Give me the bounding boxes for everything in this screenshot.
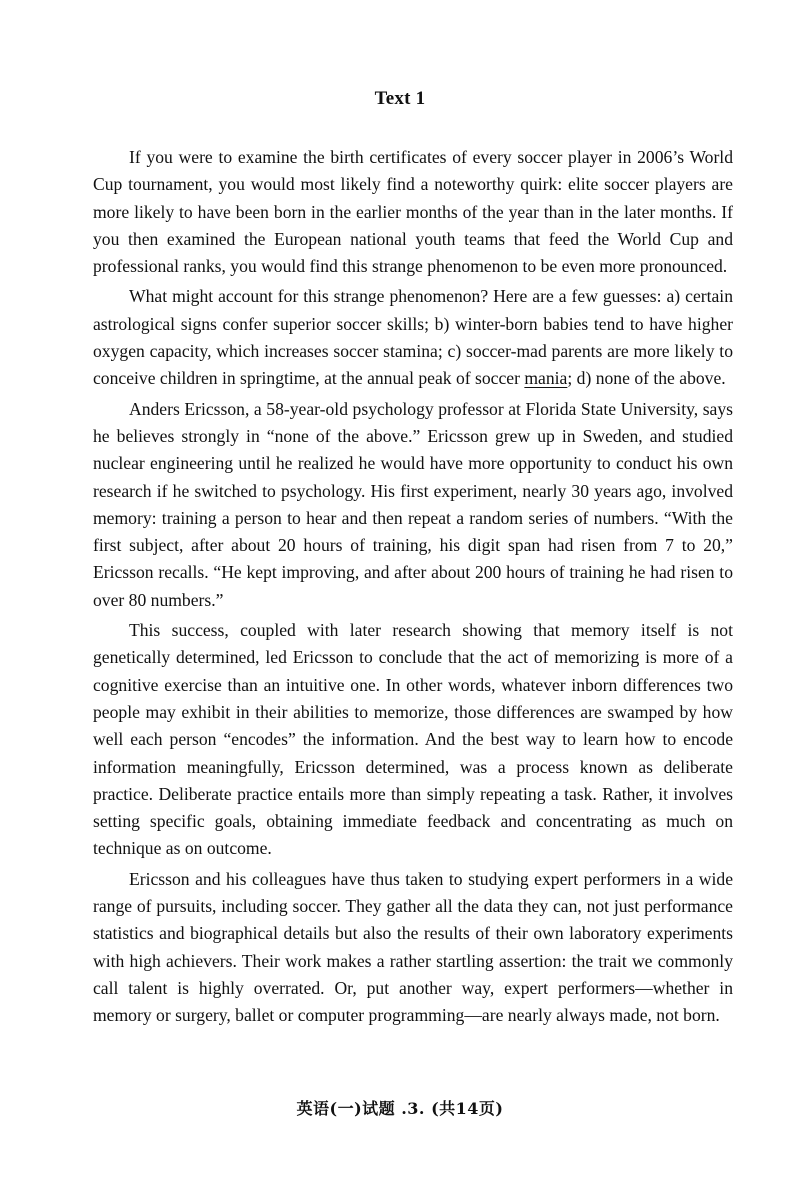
paragraph-4: This success, coupled with later research showing that memory itself is not genetically determined, led Ericsson to conclude that the act of memorizing is more of a cognitive exercise than an intuitive one. In other words, whatever inborn differences two people may exhibit in their abilities to memorize, those differences are swamped by how well each person “encodes” the information. And the best way to learn how to encode information meaningfully, Ericsson determined, was a process known as deliberate practice. Deliberate practice entails more than simply repeating a task. Rather, it involves setting specific goals, obtaining immediate feedback and concentrating as much on technique as on outcome. <box>93 620 733 859</box>
paragraph-1: If you were to examine the birth certificates of every soccer player in 2006’s World Cup tournament, you would most likely find a noteworthy quirk: elite soccer players are more likely to have been born in the earlier months of the year than in the later months. If you then examined the European national youth teams that feed the World Cup and professional ranks, you would find this strange phenomenon to be even more pronounced. <box>93 147 733 277</box>
paragraph-2 <box>93 283 733 392</box>
paragraph-5: Ericsson and his colleagues have thus taken to studying expert performers in a wide range of pursuits, including soccer. They gather all the data they can, not just performance statistics and biographical details but also the results of their own laboratory experiments with high achievers. Their work makes a rather startling assertion: the trait we commonly call talent is highly overrated. Or, put another way, expert performers—whether in memory or surgery, ballet or computer programming—are nearly always made, not born. <box>93 868 733 1026</box>
passage-body <box>93 144 733 1030</box>
page-footer: 英语(一)试题 .3. (共14页) <box>296 1099 504 1118</box>
underlined-word-mania: mania <box>524 368 568 389</box>
paragraph-3: Anders Ericsson, a 58-year-old psychology professor at Florida State University, says he believes strongly in “none of the above.” Ericsson grew up in Sweden, and studied nuclear engineering until he realized he would have more opportunity to conduct his own research if he switched to psychology. His first experiment, nearly 30 years ago, involved memory: training a person to hear and then repeat a random series of numbers. “With the first subject, after about 20 hours of training, his digit span had risen from 7 to 20,” Ericsson recalls. “He kept improving, and after about 200 hours of training he had risen to over 80 numbers.” <box>93 398 733 610</box>
paragraph-2-text-before: What might account for this strange phenomenon? Here are a few guesses: a) certain astrological signs confer superior soccer skills; b) winter-born babies tend to have higher oxygen capacity, which increases soccer stamina; c) soccer-mad parents are more likely to conceive children in springtime, at the annual peak of soccer <box>93 286 733 389</box>
paragraph-2-text-after: ; d) none of the above. <box>567 368 726 389</box>
section-title: Text 1 <box>374 88 426 109</box>
